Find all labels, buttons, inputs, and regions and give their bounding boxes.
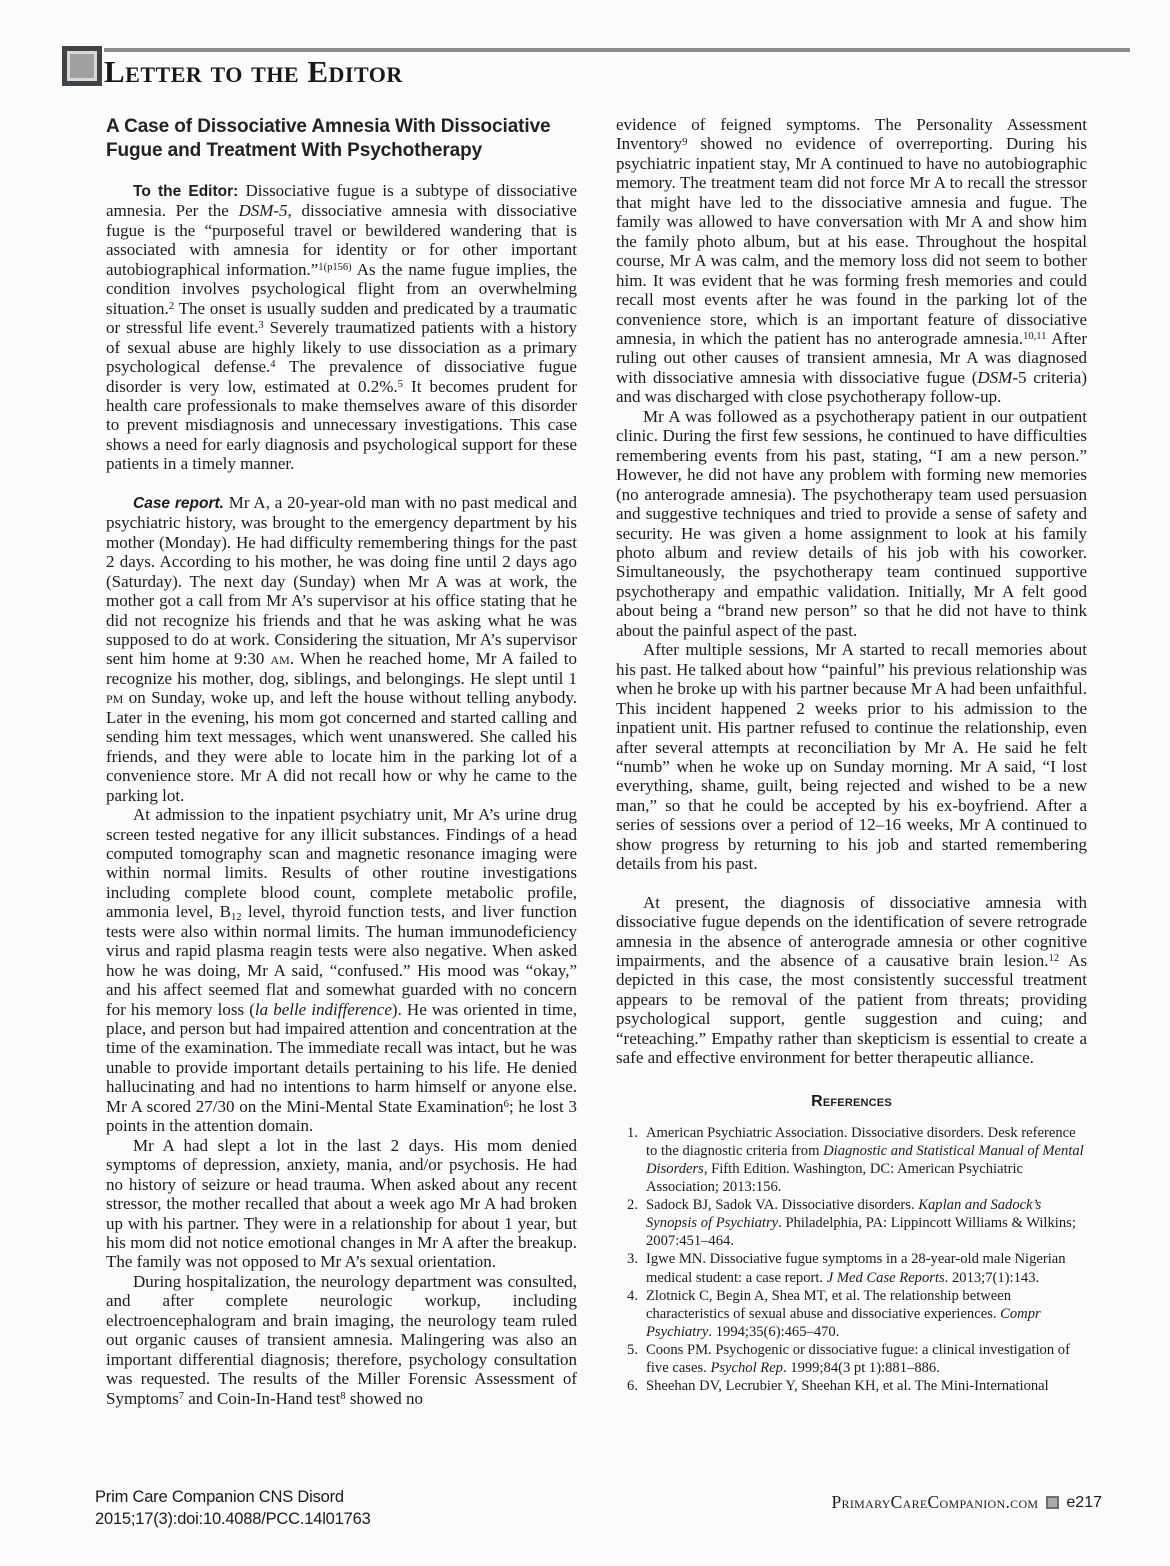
reference-text: Coons PM. Psychogenic or dissociative fugue: a clinical investigation of five cases. Psychol Rep. 1999;84(3 pt 1):881–886. [646,1341,1070,1376]
reference-item [616,1196,1087,1250]
section-icon-inner-square [67,51,97,81]
reference-item [616,1250,1087,1286]
reference-text: Sheehan DV, Lecrubier Y, Sheehan KH, et al. The Mini-International [646,1378,1049,1395]
footer-journal-doi: 2015;17(3):doi:10.4088/PCC.14l01763 [95,1510,371,1528]
reference-number: 5. [627,1341,638,1358]
paragraph: During hospitalization, the neurology department was consulted, and after complete neurologic workup, including electroencephalogram and brain imaging, the neurology team ruled out organic causes of transient amnesia. Malingering was also an important differential diagnosis; therefore, psychology consultation was requested. The results of the Miller Forensic Assessment of Symptoms$^7$ and Coin-In-Hand test$^8$ showed no [106,1271,577,1408]
paragraph: After multiple sessions, Mr A started to recall memories about his past. He talked about how “painful” his previous relationship was when he broke up with his partner because Mr A had been unfaithful. This incident happened 2 weeks prior to his admission to the inpatient unit. His partner refused to continue the relationship, even after several attempts at reconciliation by Mr A. He said he felt “numb” when he woke up on Sunday morning. Mr A said, “I lost everything, shame, guilt, being rejected and wished to be a new man,” so that he could be accepted by his ex-boyfriend. After a series of sessions over a period of 12–16 weeks, Mr A continued to show progress by returning to his job and started remembering details from his past. [616,640,1087,874]
footer-site-url: PrimaryCareCompanion.com [831,1492,1039,1512]
footer-page-number: e217 [1066,1493,1102,1511]
paragraph: At present, the diagnosis of dissociative amnesia with dissociative fugue depends on the identification of severe retrograde amnesia in the absence of anterograde amnesia or other cognitive impairments, and the absence of a causative brain lesion.$^{12}$ As depicted in this case, the most consistently successful treatment appears to be removal of the patient from threats; providing psychological support, gentle suggestion and cuing; and “reteaching.” Empathy rather than skepticism is essential to create a safe and effective environment for better therapeutic alliance. [616,892,1087,1068]
footer-journal-name: Prim Care Companion CNS Disord [95,1488,344,1506]
paragraph: Mr A had slept a lot in the last 2 days. His mom denied symptoms of depression, anxiety, mania, and/or psychosis. He had no history of seizure or head trauma. When asked about any recent stressor, the mother recalled that about a week ago Mr A had broken up with his partner. They were in a relationship for about 1 year, but his mom did not notice emotional changes in Mr A after the breakup. The family was not opposed to Mr A’s sexual orientation. [106,1135,577,1272]
paragraph: evidence of feigned symptoms. The Personality Assessment Inventory$^9$ showed no evidence of overreporting. During his psychiatric inpatient stay, Mr A continued to have no autobiographic memory. The treatment team did not force Mr A to recall the stressor that might have led to the dissociative amnesia and fugue. The family was allowed to have conversation with Mr A and show him the family photo album, but at his ease. Throughout the hospital course, Mr A was calm, and the memory loss did not seem to bother him. It was evident that he was forming fresh memories and could recall most events after he was found in the parking lot of the convenience store, which is an important feature of dissociative amnesia, in which the patient has no anterograde amnesia.$^{10,11}$ After ruling out other causes of transient amnesia, Mr A was diagnosed with dissociative amnesia with dissociative fugue (DSM-5 criteria) and was discharged with close psychotherapy follow-up. [616,115,1087,407]
footer-journal-info [95,1486,371,1530]
footer-square-icon [1046,1496,1059,1509]
reference-number: 4. [627,1287,638,1304]
section-icon [62,46,102,86]
article-body-left [106,181,577,1408]
reference-text: American Psychiatric Association. Dissociative disorders. Desk reference to the diagnostic criteria from Diagnostic and Statistical Manual of Mental Disorders, Fifth Edition. Washington, DC: American Psychiatric Association; 2013:156. [646,1124,1084,1196]
reference-text: Zlotnick C, Begin A, Shea MT, et al. The relationship between characteristics of sexual abuse and dissociative experiences. Compr Psychiatry. 1994;35(6):465–470. [646,1287,1041,1340]
reference-number: 3. [627,1251,638,1268]
right-column [616,115,1087,1395]
reference-text: Sadock BJ, Sadok VA. Dissociative disorders. Kaplan and Sadock’s Synopsis of Psychiatry. Philadelphia, PA: Lippincott Williams & Wilkins; 2007:451–464. [646,1197,1076,1250]
article-body-right [616,115,1087,1068]
footer-site-info [832,1492,1103,1513]
reference-number: 1. [627,1124,638,1141]
reference-text: Igwe MN. Dissociative fugue symptoms in a 28-year-old male Nigerian medical student: a case report. J Med Case Reports. 2013;7(1):143. [646,1251,1066,1286]
reference-item [616,1377,1087,1395]
paragraph: To the Editor: Dissociative fugue is a subtype of dissociative amnesia. Per the DSM-5, dissociative amnesia with dissociative fugue is the “purposeful travel or bewildered wandering that is associated with amnesia for identity or for other important autobiographical information.”$^{1(p156)}$ As the name fugue implies, the condition involves psychological flight from an overwhelming situation.$^2$ The onset is usually sudden and predicated by a traumatic or stressful life event.$^3$ Severely traumatized patients with a history of sexual abuse are highly likely to use dissociation as a primary psychological defense.$^4$ The prevalence of dissociative fugue disorder is very low, estimated at 0.2%.$^5$ It becomes prudent for health care professionals to make themselves aware of this disorder to prevent misdiagnosis and unnecessary investigations. This case shows a need for early diagnosis and psychological support for these patients in a timely manner. [106,181,578,474]
left-column [106,115,577,1408]
paragraph: Mr A was followed as a psychotherapy patient in our outpatient clinic. During the first few sessions, he continued to have difficulties remembering events from his past, stating, “I am a new person.” However, he did not have any problem with forming new memories (no anterograde amnesia). The psychotherapy team used persuasion and suggestive techniques and tried to provide a sense of safety and security. He was given a home assignment to look at his family photo album and review details of his job with his coworker. Simultaneously, the psychotherapy team continued supportive psychotherapy and empathic validation. Initially, Mr A felt good about being a “brand new person” so that he did not have to think about the painful aspect of the past. [616,406,1087,640]
article-title [106,115,577,162]
reference-number: 2. [627,1197,638,1214]
references-heading: References [811,1092,892,1110]
reference-number: 6. [627,1378,638,1395]
reference-item [616,1124,1087,1196]
section-title: Letter to the Editor [104,54,403,89]
reference-item [616,1341,1087,1377]
paragraph: Case report. Mr A, a 20-year-old man with no past medical and psychiatric history, was brought to the emergency department by his mother (Monday). He had difficulty remembering things for the past 2 days. According to his mother, he was doing fine until 2 days ago (Saturday). The next day (Sunday) when Mr A was at work, the mother got a call from Mr A’s supervisor at his office stating that he did not recognize his friends and that he was asking what he was supposed to do at work. Considering the situation, Mr A’s supervisor sent him home at 9:30 am. When he reached home, Mr A failed to recognize his mother, dog, siblings, and belongings. He slept until 1 pm on Sunday, woke up, and left the house without telling anybody. Later in the evening, his mom got concerned and started calling and sending him text messages, which went unanswered. She called his friends, and they were able to locate him in the parking lot of a convenience store. Mr A did not recall how or why he came to the parking lot. [106,492,577,805]
references-list [616,1124,1087,1395]
article-title-line1: A Case of Dissociative Amnesia With Dissociative [106,116,551,137]
article-title-line2: Fugue and Treatment With Psychotherapy [106,139,483,161]
paragraph: At admission to the inpatient psychiatry unit, Mr A’s urine drug screen tested negative for any illicit substances. Findings of a head computed tomography scan and magnetic resonance imaging were within normal limits. Results of other routine investigations including complete blood count, complete metabolic profile, ammonia level, $B_{12}$ level, thyroid function tests, and liver function tests were also within normal limits. The human immunodeficiency virus and rapid plasma reagin tests were also negative. When asked how he was doing, Mr A said, “confused.” His mood was “okay,” and his affect seemed flat and somewhat guarded with no concern for his memory loss (la belle indifference). He was oriented in time, place, and person but had impaired attention and concentration at the time of the examination. The immediate recall was intact, but he was unable to provide important details pertaining to his life. He denied hallucinating and had no intentions to harm himself or anyone else. Mr A scored 27/30 on the Mini-Mental State Examination$^6$; he lost 3 points in the attention domain. [106,805,577,1136]
reference-item [616,1287,1087,1341]
